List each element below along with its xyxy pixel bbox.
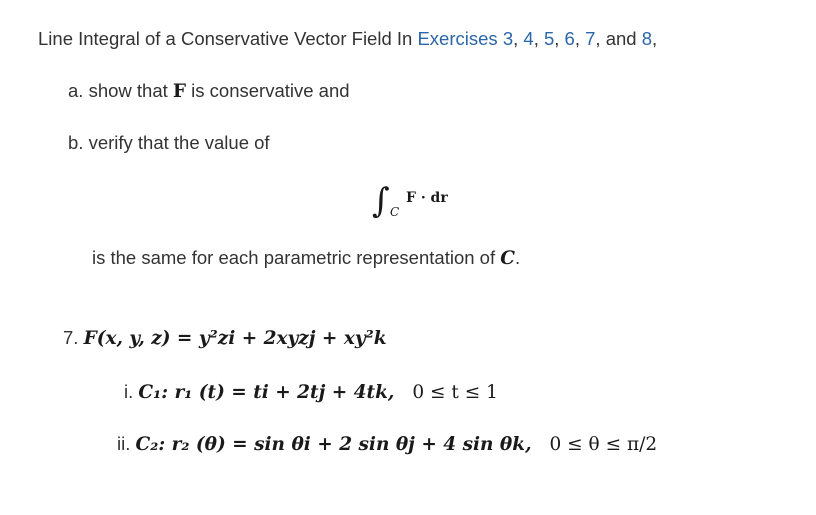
case-ii-label: ii. [117,433,136,454]
integral-subscript: C [390,205,400,219]
parametric-statement [92,246,520,271]
exercise-6-link[interactable]: 6 [564,28,575,49]
exercise-3-link[interactable]: 3 [502,28,514,49]
case-ii-curve: C₂: r₂ (θ) = sin θi + 2 sin θj + 4 sin θk, [135,434,532,455]
case-ii-range: 0 ≤ θ ≤ π/2 [549,434,658,455]
vector-field-formula: F(x, y, z) = y²zi + 2xyzj + xy²k [83,328,387,349]
problem-number: 7. [63,327,84,348]
vector-field-symbol: F [172,81,187,102]
part-b [68,131,270,155]
case-ii [117,432,657,457]
exercises-link[interactable]: Exercises [417,28,498,49]
separator: , [513,28,524,49]
exercise-5-link[interactable]: 5 [543,28,555,49]
case-i-curve: C₁: r₁ (t) = ti + 2tj + 4tk, [138,382,395,403]
problem-7 [63,326,387,351]
line-integral [372,181,472,231]
separator: , [574,28,586,49]
case-i [124,380,498,405]
and-text: , and [595,28,642,49]
exercise-7-link[interactable]: 7 [585,28,596,49]
separator: , [554,28,565,49]
case-i-range: 0 ≤ t ≤ 1 [412,382,498,403]
exercise-heading [38,27,657,51]
exercise-8-link[interactable]: 8 [641,28,653,49]
separator: , [533,28,544,49]
part-a [68,79,350,104]
parametric-text: is the same for each parametric representation of [92,247,501,268]
case-i-label: i. [124,381,139,402]
period: . [514,247,521,268]
integrand: F · dr [406,190,448,206]
integral-sign: ∫ [372,181,390,221]
curve-symbol: C [500,248,515,269]
heading-text: Line Integral of a Conservative Vector Field In [38,28,418,49]
end-comma: , [652,28,658,49]
part-b-text: b. verify that the value of [68,132,270,153]
part-a-suffix: is conservative and [186,80,350,101]
part-a-prefix: a. show that [68,80,173,101]
exercise-4-link[interactable]: 4 [523,28,534,49]
